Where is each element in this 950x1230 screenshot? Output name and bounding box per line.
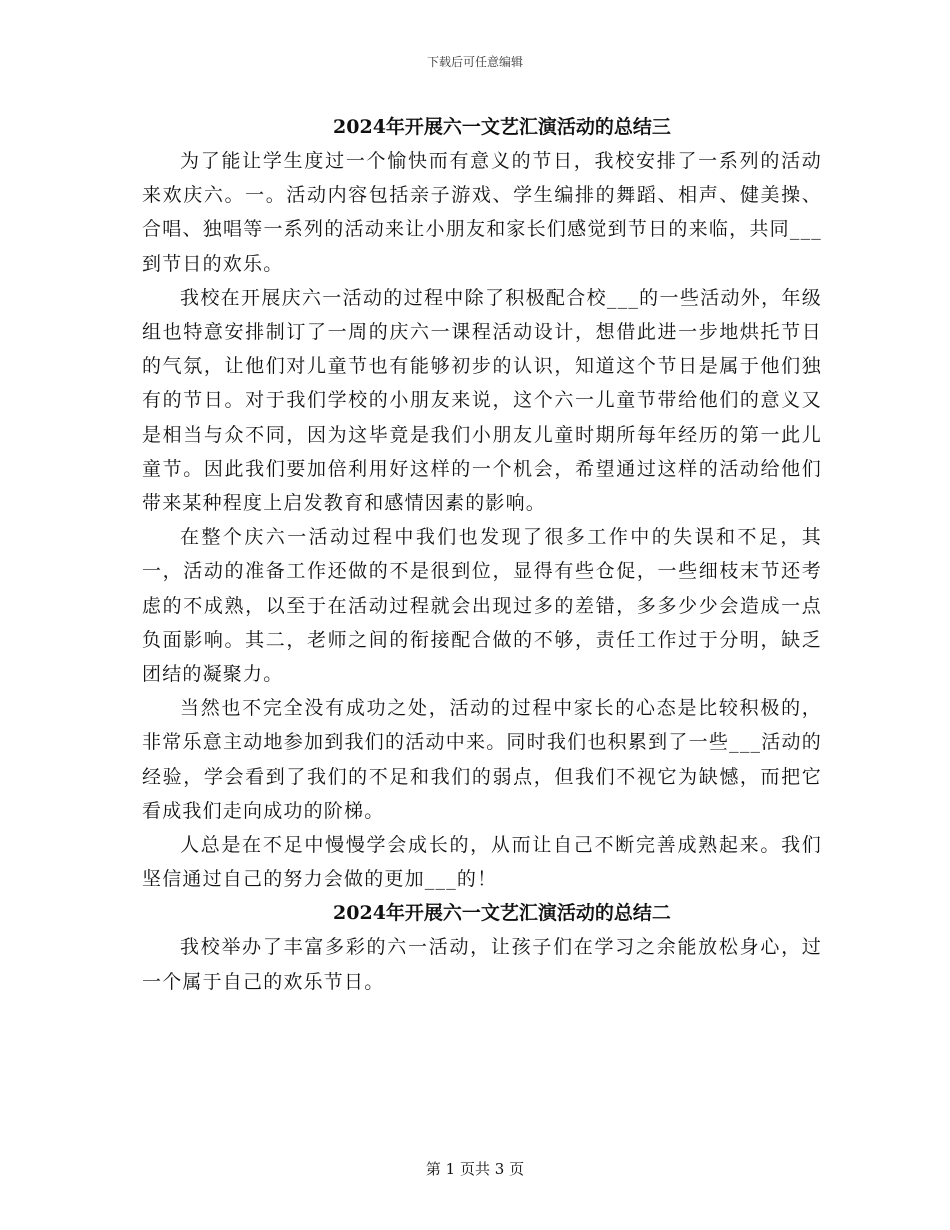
section-title-2: 2024年开展六一文艺汇演活动的总结二 [333, 902, 671, 925]
document-body [142, 110, 822, 999]
page-number: 第 1 页共 3 页 [425, 1160, 525, 1178]
paragraph: 在整个庆六一活动过程中我们也发现了很多工作中的失误和不足，其一，活动的准备工作还做的不是很到位，显得有些仓促，一些细枝末节还考虑的不成熟，以至于在活动过程就会出现过多的差错，多多少少会造成一点负面影响。其二，老师之间的衔接配合做的不够，责任工作过于分明，缺乏团结的凝聚力。 [142, 526, 822, 686]
header-note: 下载后可任意编辑 [426, 55, 523, 69]
paragraph: 当然也不完全没有成功之处，活动的过程中家长的心态是比较积极的，非常乐意主动地参加到我们的活动中来。同时我们也积累到了一些___活动的经验，学会看到了我们的不足和我们的弱点，但我们不视它为缺憾，而把它看成我们走向成功的阶梯。 [142, 697, 822, 822]
paragraph: 人总是在不足中慢慢学会成长的，从而让自己不断完善成熟起来。我们坚信通过自己的努力会做的更加___的！ [142, 834, 822, 891]
paragraph: 我校举办了丰富多彩的六一活动，让孩子们在学习之余能放松身心，过一个属于自己的欢乐节日。 [142, 936, 822, 993]
paragraph: 我校在开展庆六一活动的过程中除了积极配合校___的一些活动外，年级组也特意安排制订了一周的庆六一课程活动设计，想借此进一步地烘托节日的气氛，让他们对儿童节也有能够初步的认识，知道这个节日是属于他们独有的节日。对于我们学校的小朋友来说，这个六一儿童节带给他们的意义又是相当与众不同，因为这毕竟是我们小朋友儿童时期所每年经历的第一此儿童节。因此我们要加倍利用好这样的一个机会，希望通过这样的活动给他们带来某种程度上启发教育和感情因素的影响。 [142, 286, 822, 515]
section-title-3: 2024年开展六一文艺汇演活动的总结三 [333, 116, 671, 138]
paragraph: 为了能让学生度过一个愉快而有意义的节日，我校安排了一系列的活动来欢庆六。一。活动内容包括亲子游戏、学生编排的舞蹈、相声、健美操、合唱、独唱等一系列的活动来让小朋友和家长们感觉到节日的来临，共同___到节日的欢乐。 [142, 150, 822, 275]
